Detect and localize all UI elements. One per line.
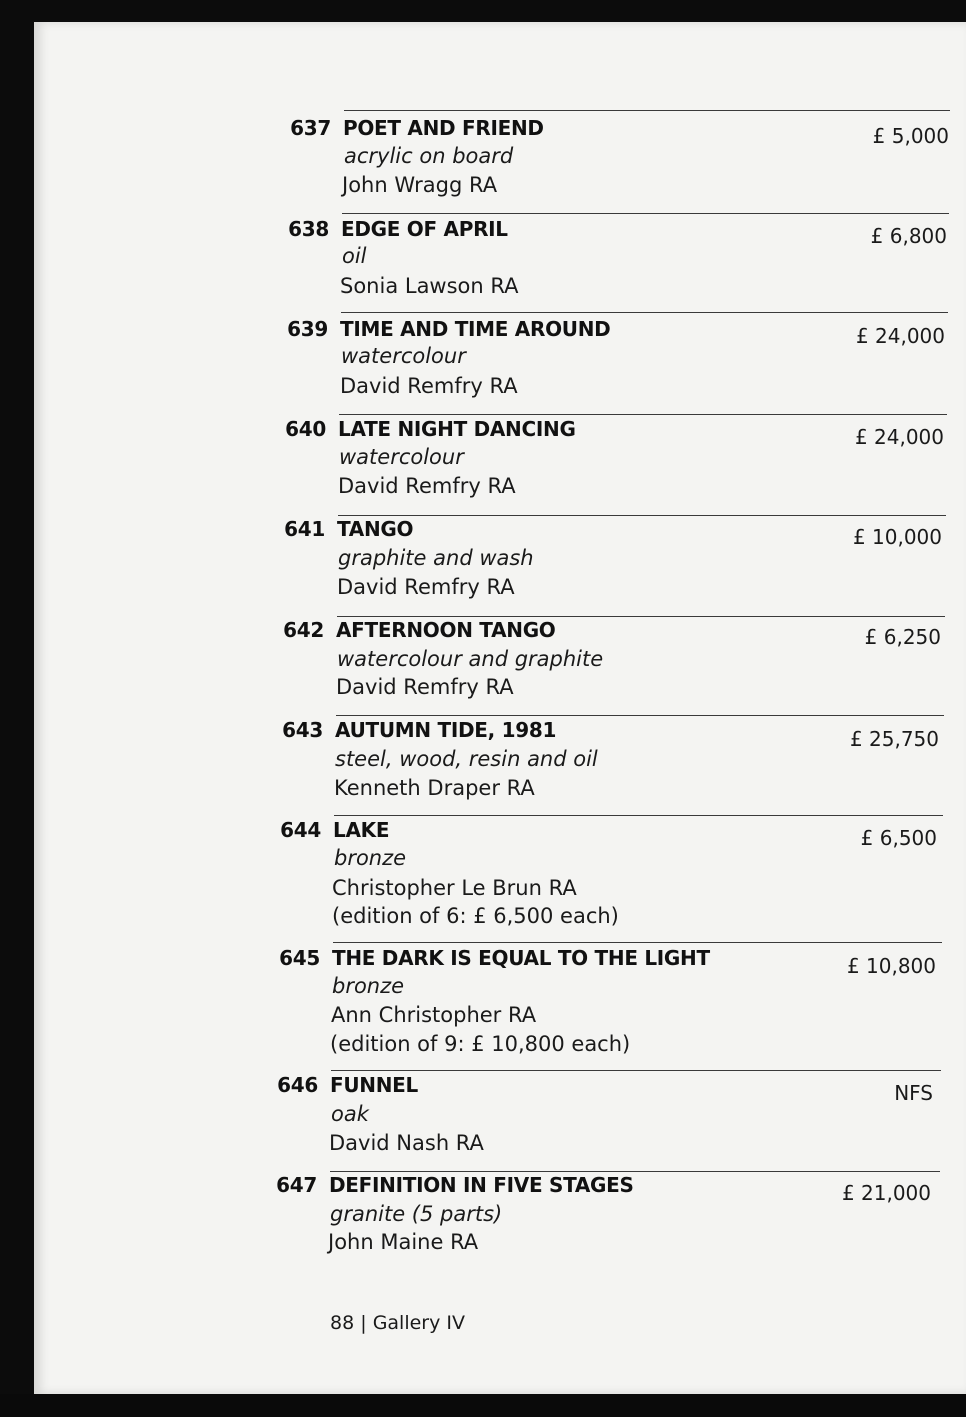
entry-title: LATE NIGHT DANCING <box>338 417 576 441</box>
entry-price: £ 21,000 <box>841 1181 931 1205</box>
entry-medium: bronze <box>334 846 407 870</box>
entry-number: 641 <box>284 517 325 541</box>
entry-number: 639 <box>287 317 328 341</box>
entry-artist: Ann Christopher RA <box>331 1003 537 1027</box>
entry-price: £ 25,750 <box>849 727 939 751</box>
catalogue-page <box>34 22 966 1394</box>
entry-medium: watercolour and graphite <box>337 647 604 671</box>
footer-separator: | <box>360 1312 367 1334</box>
entry-artist: David Nash RA <box>329 1131 484 1155</box>
entry-rule <box>330 1171 940 1172</box>
entry-rule <box>334 815 943 816</box>
entry-medium: oak <box>331 1102 369 1126</box>
entry-price: £ 5,000 <box>872 124 949 148</box>
entry-number: 644 <box>280 818 321 842</box>
entry-title: LAKE <box>333 818 390 842</box>
entry-medium: watercolour <box>341 344 466 368</box>
entry-price: NFS <box>894 1081 933 1105</box>
entry-rule <box>344 110 950 111</box>
entry-title: FUNNEL <box>330 1073 418 1097</box>
entry-number: 642 <box>283 618 324 642</box>
entry-medium: oil <box>342 244 367 268</box>
entry-rule <box>331 1070 941 1071</box>
entry-rule <box>338 515 946 516</box>
entry-artist: Sonia Lawson RA <box>340 274 519 298</box>
page-number: 88 <box>330 1312 355 1334</box>
entry-number: 640 <box>285 417 326 441</box>
entry-title: DEFINITION IN FIVE STAGES <box>329 1173 634 1197</box>
entry-title: THE DARK IS EQUAL TO THE LIGHT <box>332 946 710 970</box>
entry-rule <box>339 414 947 415</box>
entry-price: £ 24,000 <box>854 425 944 449</box>
entry-title: AUTUMN TIDE, 1981 <box>335 718 557 742</box>
section-name: Gallery IV <box>372 1312 465 1334</box>
entry-number: 643 <box>282 718 323 742</box>
entry-number: 646 <box>277 1073 318 1097</box>
entry-medium: bronze <box>332 974 405 998</box>
entry-rule <box>333 942 942 943</box>
entry-price: £ 10,800 <box>846 954 936 978</box>
entry-edition: (edition of 6: £ 6,500 each) <box>332 904 619 928</box>
entry-number: 647 <box>276 1173 317 1197</box>
entry-title: TIME AND TIME AROUND <box>340 317 611 341</box>
entry-price: £ 24,000 <box>855 324 945 348</box>
entry-artist: Kenneth Draper RA <box>334 776 535 800</box>
entry-artist: David Remfry RA <box>340 374 518 398</box>
entry-rule <box>336 715 944 716</box>
entry-artist: David Remfry RA <box>338 474 516 498</box>
entry-artist: Christopher Le Brun RA <box>332 876 577 900</box>
entry-artist: David Remfry RA <box>337 575 515 599</box>
entry-edition: (edition of 9: £ 10,800 each) <box>330 1032 631 1056</box>
entry-rule <box>337 616 945 617</box>
entry-medium: granite (5 parts) <box>330 1202 503 1226</box>
entry-price: £ 10,000 <box>852 525 942 549</box>
entry-rule <box>341 312 948 313</box>
entry-medium: acrylic on board <box>344 144 514 168</box>
entry-artist: John Wragg RA <box>342 173 498 197</box>
entry-artist: David Remfry RA <box>336 675 514 699</box>
entry-price: £ 6,800 <box>870 224 947 248</box>
entry-price: £ 6,250 <box>864 625 941 649</box>
entry-title: EDGE OF APRIL <box>341 217 508 241</box>
entry-title: AFTERNOON TANGO <box>336 618 556 642</box>
entry-number: 645 <box>279 946 320 970</box>
page-footer <box>330 1312 465 1334</box>
entry-number: 637 <box>290 116 331 140</box>
entry-medium: steel, wood, resin and oil <box>335 747 598 771</box>
entry-artist: John Maine RA <box>328 1230 479 1254</box>
entry-title: POET AND FRIEND <box>343 116 544 140</box>
entry-number: 638 <box>288 217 329 241</box>
entry-price: £ 6,500 <box>860 826 937 850</box>
entry-medium: graphite and wash <box>338 546 534 570</box>
scan-background <box>0 1394 966 1417</box>
entry-rule <box>342 213 949 214</box>
entry-title: TANGO <box>337 517 414 541</box>
entry-medium: watercolour <box>339 445 464 469</box>
